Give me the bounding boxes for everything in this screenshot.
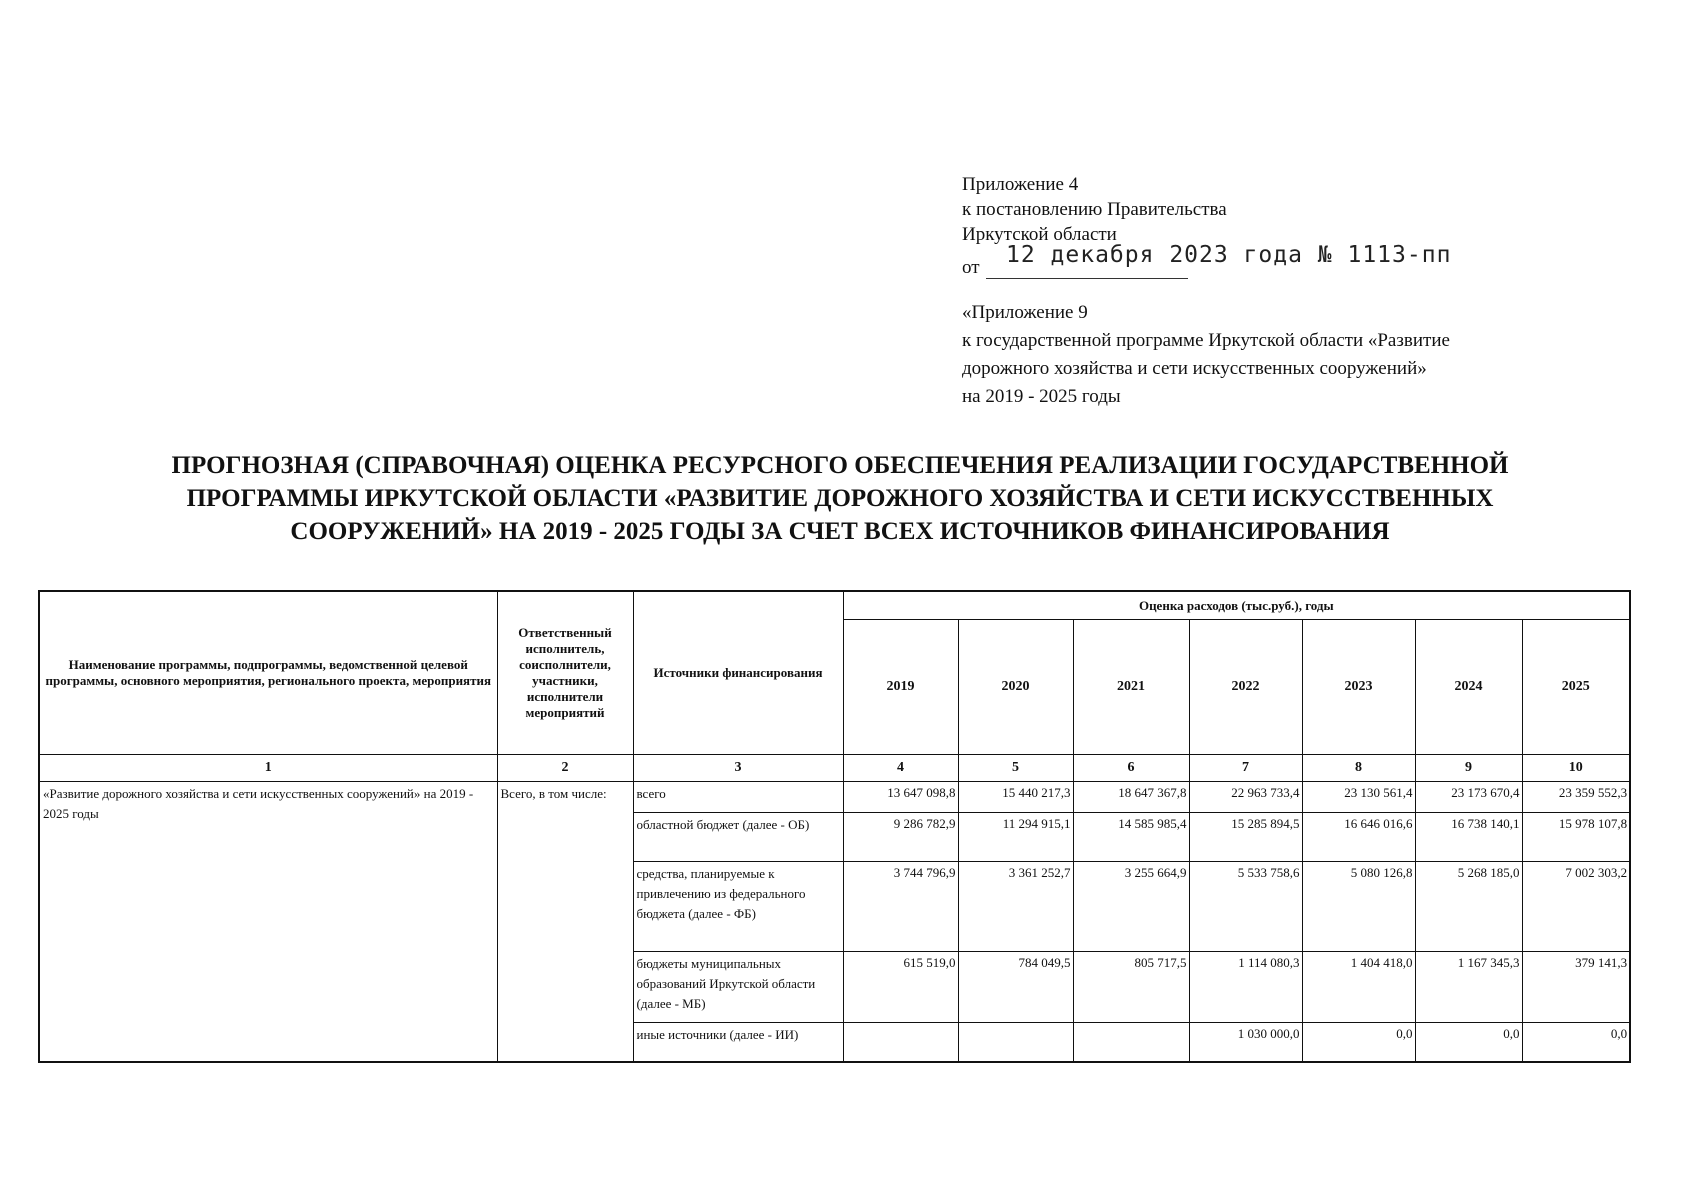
appendix-9-line-2: к государственной программе Иркутской области «Развитие: [962, 330, 1450, 351]
header-year-2022: 2022: [1189, 620, 1302, 755]
value-cell: 0,0: [1522, 1023, 1630, 1063]
source-cell: иные источники (далее - ИИ): [633, 1023, 843, 1063]
decree-date-number: 12 декабря 2023 года № 1113-пп: [1006, 242, 1452, 268]
value-cell: 805 717,5: [1073, 952, 1189, 1023]
value-cell: 3 744 796,9: [843, 862, 958, 952]
value-cell: 3 255 664,9: [1073, 862, 1189, 952]
header-program-name: Наименование программы, подпрограммы, ведомственной целевой программы, основного мероприятия, регионального проекта, мероприятия: [39, 591, 497, 755]
header-year-2024: 2024: [1415, 620, 1522, 755]
value-cell: 5 533 758,6: [1189, 862, 1302, 952]
value-cell: [1073, 1023, 1189, 1063]
value-cell: 0,0: [1415, 1023, 1522, 1063]
header-year-2020: 2020: [958, 620, 1073, 755]
appendix-9-line-4: на 2019 - 2025 годы: [962, 386, 1121, 407]
column-number: 2: [497, 755, 633, 782]
value-cell: 5 268 185,0: [1415, 862, 1522, 952]
value-cell: 22 963 733,4: [1189, 782, 1302, 813]
document-title-line-2: ПРОГРАММЫ ИРКУТСКОЙ ОБЛАСТИ «РАЗВИТИЕ ДОРОЖНОГО ХОЗЯЙСТВА И СЕТИ ИСКУССТВЕННЫХ: [186, 485, 1494, 512]
column-number: 6: [1073, 755, 1189, 782]
value-cell: 1 030 000,0: [1189, 1023, 1302, 1063]
column-number: 5: [958, 755, 1073, 782]
header-year-2023: 2023: [1302, 620, 1415, 755]
appendix-4-region: Иркутской области: [962, 224, 1117, 245]
appendix-9-line-3: дорожного хозяйства и сети искусственных сооружений»: [962, 358, 1427, 379]
value-cell: 1 114 080,3: [1189, 952, 1302, 1023]
document-title: [60, 449, 1620, 548]
funding-table: [38, 590, 1631, 1063]
value-cell: 14 585 985,4: [1073, 813, 1189, 862]
value-cell: 0,0: [1302, 1023, 1415, 1063]
table-row: [39, 782, 1630, 813]
value-cell: 379 141,3: [1522, 952, 1630, 1023]
source-cell: всего: [633, 782, 843, 813]
column-number: 3: [633, 755, 843, 782]
value-cell: 615 519,0: [843, 952, 958, 1023]
source-cell: средства, планируемые к привлечению из федерального бюджета (далее - ФБ): [633, 862, 843, 952]
value-cell: 13 647 098,8: [843, 782, 958, 813]
responsible-cell: Всего, в том числе:: [497, 782, 633, 1063]
value-cell: 1 167 345,3: [1415, 952, 1522, 1023]
value-cell: 23 130 561,4: [1302, 782, 1415, 813]
document-title-line-1: ПРОГНОЗНАЯ (СПРАВОЧНАЯ) ОЦЕНКА РЕСУРСНОГО ОБЕСПЕЧЕНИЯ РЕАЛИЗАЦИИ ГОСУДАРСТВЕННОЙ: [171, 452, 1509, 479]
document-title-line-3: СООРУЖЕНИЙ» НА 2019 - 2025 ГОДЫ ЗА СЧЕТ ВСЕХ ИСТОЧНИКОВ ФИНАНСИРОВАНИЯ: [290, 518, 1390, 545]
source-cell: бюджеты муниципальных образований Иркутской области (далее - МБ): [633, 952, 843, 1023]
appendix-9-block: [962, 299, 1450, 411]
column-number: 10: [1522, 755, 1630, 782]
value-cell: 11 294 915,1: [958, 813, 1073, 862]
value-cell: 18 647 367,8: [1073, 782, 1189, 813]
value-cell: 784 049,5: [958, 952, 1073, 1023]
decree-date-line: [962, 242, 1452, 278]
source-cell: областной бюджет (далее - ОБ): [633, 813, 843, 862]
column-number: 1: [39, 755, 497, 782]
header-year-2019: 2019: [843, 620, 958, 755]
value-cell: 15 440 217,3: [958, 782, 1073, 813]
header-year-2021: 2021: [1073, 620, 1189, 755]
value-cell: [843, 1023, 958, 1063]
value-cell: 3 361 252,7: [958, 862, 1073, 952]
appendix-4-title: Приложение 4: [962, 174, 1079, 195]
date-prefix: от: [962, 257, 980, 278]
appendix-4-decree: к постановлению Правительства: [962, 199, 1227, 220]
header-responsible: Ответственный исполнитель, соисполнители, участники, исполнители мероприятий: [497, 591, 633, 755]
appendix-4-block: [962, 172, 1452, 278]
value-cell: [958, 1023, 1073, 1063]
column-number-row: [39, 755, 1630, 782]
header-year-2025: 2025: [1522, 620, 1630, 755]
value-cell: 7 002 303,2: [1522, 862, 1630, 952]
value-cell: 23 173 670,4: [1415, 782, 1522, 813]
column-number: 4: [843, 755, 958, 782]
table-header-row-1: [39, 591, 1630, 620]
value-cell: 16 646 016,6: [1302, 813, 1415, 862]
value-cell: 9 286 782,9: [843, 813, 958, 862]
value-cell: 23 359 552,3: [1522, 782, 1630, 813]
value-cell: 1 404 418,0: [1302, 952, 1415, 1023]
header-funding-source: Источники финансирования: [633, 591, 843, 755]
value-cell: 16 738 140,1: [1415, 813, 1522, 862]
value-cell: 15 978 107,8: [1522, 813, 1630, 862]
header-cost-estimate: Оценка расходов (тыс.руб.), годы: [843, 591, 1630, 620]
column-number: 9: [1415, 755, 1522, 782]
column-number: 7: [1189, 755, 1302, 782]
date-underline: [986, 278, 1188, 279]
appendix-9-title: «Приложение 9: [962, 302, 1088, 323]
value-cell: 15 285 894,5: [1189, 813, 1302, 862]
value-cell: 5 080 126,8: [1302, 862, 1415, 952]
column-number: 8: [1302, 755, 1415, 782]
program-name-cell: «Развитие дорожного хозяйства и сети искусственных сооружений» на 2019 - 2025 годы: [39, 782, 497, 1063]
